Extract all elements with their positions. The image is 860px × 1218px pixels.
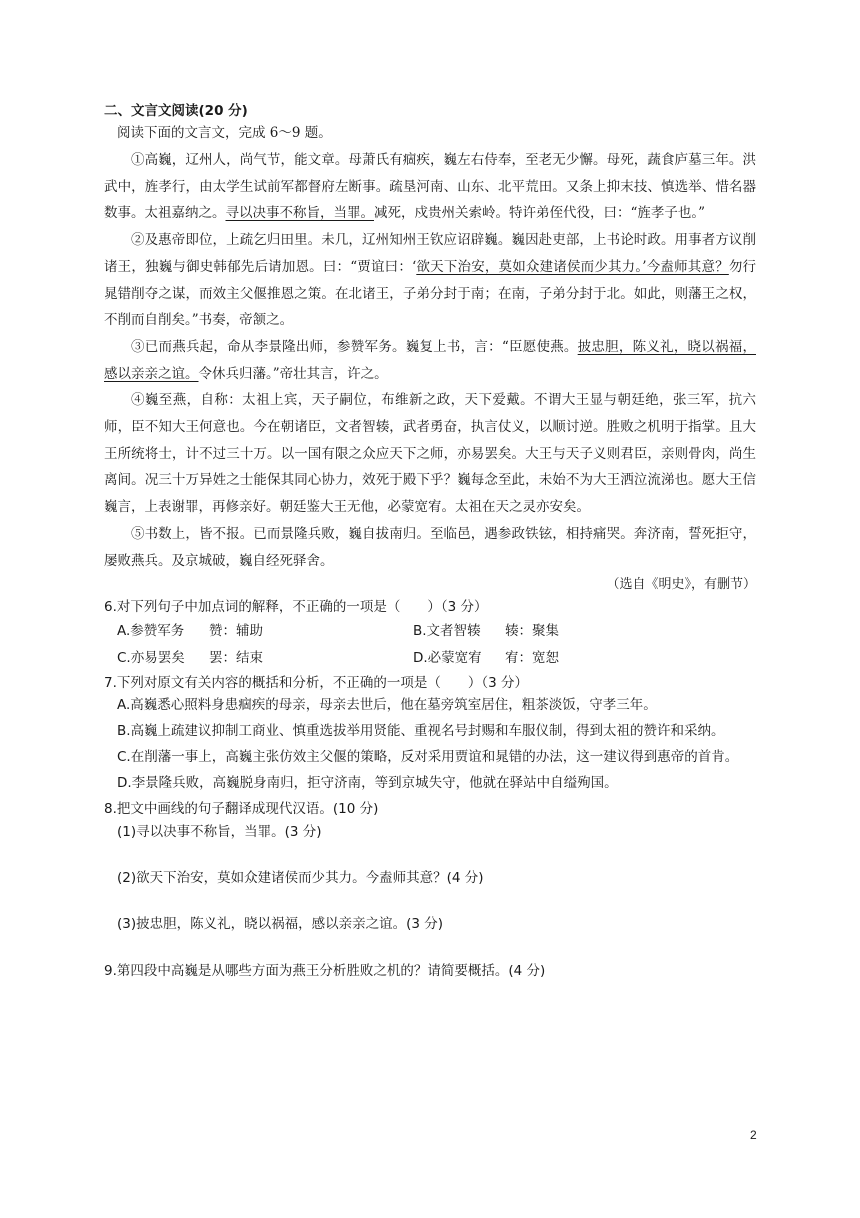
exam-page — [104, 100, 756, 982]
p2-underlined-sentence: 欲天下治安，莫如众建诸侯而少其力。’今盍师其意？ — [416, 258, 729, 275]
p3-text-b: 令休兵归藩。”帝壮其言，许之。 — [198, 365, 388, 382]
question-7-option-c — [104, 746, 756, 768]
option-word: B.文者智辏 — [413, 623, 481, 640]
option-word: C.亦易罢矣 — [117, 650, 185, 667]
question-6-option-a — [117, 618, 413, 645]
question-6-options — [117, 618, 756, 672]
p3-underlined-sentence: 披忠胆，陈义礼，晓以祸福，感以亲亲之谊。 — [104, 338, 756, 382]
question-7-option-d — [104, 772, 756, 794]
question-8-item-2: (2)欲天下治安，莫如众建诸侯而少其力。今盍师其意？(4 分) — [117, 870, 484, 887]
question-7-stem: 7.下列对原文有关内容的概括和分析，不正确的一项是（ ）（3 分） — [104, 675, 529, 692]
question-9-stem: 9.第四段中高巍是从哪些方面为燕王分析胜败之机的？请简要概括。(4 分) — [104, 963, 546, 980]
passage-paragraph-5: ⑤书数上，皆不报。已而景隆兵败，巍自拔南归。至临邑，遇参政铁铉，相持痛哭。奔济南，誓死拒守，屡败燕兵。及京城破，巍自经死驿舍。 — [104, 525, 756, 569]
p1-text-b: 减死，戍贵州关索岭。特许弟侄代役，曰：“旌孝子也。” — [374, 205, 706, 222]
question-7-option-a — [104, 694, 756, 716]
option-gloss: 罢：结束 — [209, 650, 263, 667]
option-text: 李景隆兵败，高巍脱身南归，拒守济南，等到京城失守，他就在驿站中自缢殉国。 — [131, 775, 618, 792]
question-6-stem: 6.对下列句子中加点词的解释，不正确的一项是（ ）（3 分） — [104, 599, 488, 616]
option-word: A.参赞军务 — [117, 623, 185, 640]
option-text: 高巍上疏建议抑制工商业、慎重选拔举用贤能、重视名号封赐和车服仪制，得到太祖的赞许和采纳。 — [130, 723, 725, 740]
question-7-option-b — [104, 720, 756, 742]
option-label: A. — [117, 697, 131, 714]
passage-paragraph-1 — [104, 147, 756, 227]
p1-text-a: ①高巍，辽州人，尚气节，能文章。母萧氏有痼疾，巍左右侍奉，至老无少懈。母死，蔬食庐墓三年。洪武中，旌孝行，由太学生试前军都督府左断事。疏垦河南、山东、北平荒田。又条上抑末技、慎选举、惜名器数事。太祖嘉纳之。 — [104, 152, 756, 222]
question-8-item-3: (3)披忠胆，陈义礼，晓以祸福，感以亲亲之谊。(3 分) — [117, 916, 444, 933]
section-intro: 阅读下面的文言文，完成 6～9 题。 — [117, 125, 332, 141]
option-gloss: 辏：聚集 — [505, 623, 559, 640]
p1-underlined-sentence: 寻以决事不称旨，当罪。 — [225, 205, 374, 222]
passage-paragraph-2 — [104, 227, 756, 334]
option-label: B. — [117, 723, 131, 740]
p2-text-a: ②及惠帝即位，上疏乞归田里。未几，辽州知州王钦应诏辟巍。巍因赴吏部，上书论时政。用事者方议削诸王，独巍与御史韩郁先后请加恩。曰：“贾谊曰：‘ — [104, 232, 756, 275]
question-6-option-d — [413, 645, 756, 672]
option-label: D. — [117, 775, 132, 792]
p2-text-b: 勿行晁错削夺之谋，而效主父偃推恩之策。在北诸王，子弟分封于南；在南，子弟分封于北。如此，则藩王之权，不削而自削矣。”书奏，帝颔之。 — [104, 258, 757, 329]
page-number: 2 — [750, 1128, 757, 1142]
option-text: 高巍悉心照料身患痼疾的母亲，母亲去世后，他在墓旁筑室居住，粗茶淡饭，守孝三年。 — [130, 697, 657, 714]
option-gloss: 赞：辅助 — [209, 623, 263, 640]
question-6-option-b — [413, 618, 756, 645]
question-8-item-1: (1)寻以决事不称旨，当罪。(3 分) — [117, 824, 322, 841]
passage-paragraph-4: ④巍至燕，自称：太祖上宾，天子嗣位，布维新之政，天下爱戴。不谓大王显与朝廷绝，张三军，抗六师，臣不知大王何意也。今在朝诸臣，文者智辏，武者勇奋，执言仗义，以顺讨逆。胜败之机明于指掌。且大王所统将士，计不过三十万。以一国有限之众应天下之师，亦易罢矣。大王与天子义则君臣，亲则骨肉，尚生离间。况三十万异姓之士能保其同心协力，效死于殿下乎？巍每念至此，未始不为大王洒泣流涕也。愿大王信巍言，上表谢罪，再修亲好。朝廷鉴大王无他，必蒙宽宥。太祖在天之灵亦安矣。 — [104, 392, 756, 516]
option-word: D.必蒙宽宥 — [413, 650, 482, 667]
option-label: C. — [117, 749, 131, 766]
section-title: 二、文言文阅读(20 分) — [104, 103, 248, 119]
option-text: 在削藩一事上，高巍主张仿效主父偃的策略，反对采用贾谊和晁错的办法，这一建议得到惠帝的首肯。 — [130, 749, 739, 766]
passage-paragraph-3 — [104, 334, 756, 387]
question-6-option-c — [117, 645, 413, 672]
passage-source: （选自《明史》，有删节） — [606, 577, 756, 593]
question-8-stem: 8.把文中画线的句子翻译成现代汉语。(10 分) — [104, 801, 379, 818]
option-gloss: 宥：宽恕 — [505, 650, 559, 667]
p3-text-a: ③已而燕兵起，命从李景隆出师，参赞军务。巍复上书，言：“臣愿使燕。 — [131, 338, 578, 355]
